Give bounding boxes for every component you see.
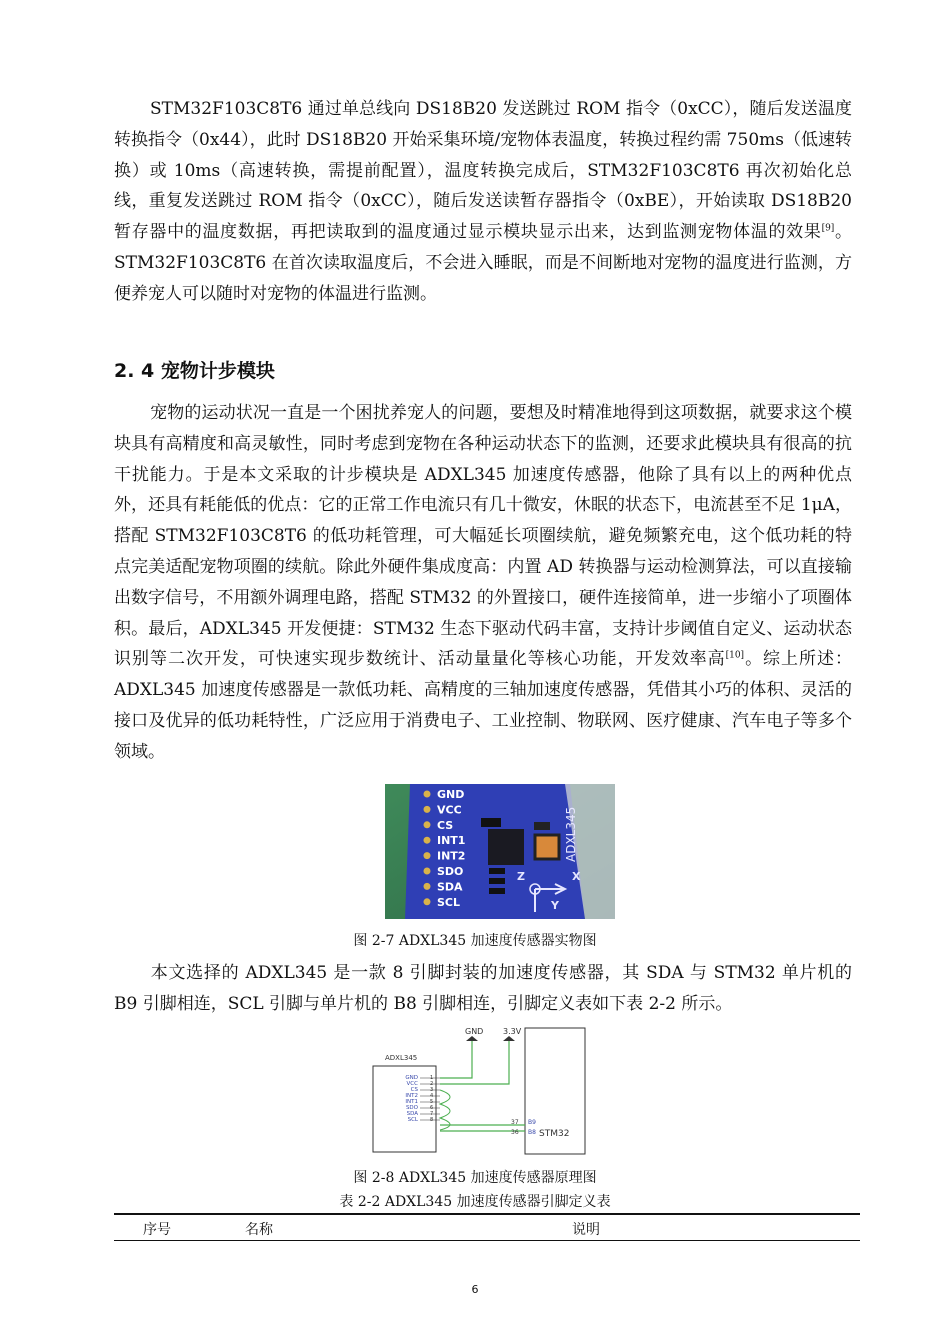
schematic-pin-label: CS [410,1087,418,1093]
adxl345-schematic [368,1024,590,1159]
board-pin-pad [424,852,431,859]
board-pin-pad [424,898,431,905]
board-pin-pad [424,837,431,844]
gnd-label: GND [465,1027,484,1036]
board-pin-pad [424,883,431,890]
schematic-pin-label: GND [405,1075,418,1081]
axis-label-y: Y [551,899,559,912]
schematic-pin-number: 5 [430,1099,434,1105]
board-pin-label: SDO [437,865,464,878]
accelerometer-chip [488,829,524,865]
table-header-description: 说明 [572,1222,600,1238]
section-heading: 2. 4 宠物计步模块 [114,360,275,382]
schematic-pin-number: 4 [430,1093,434,1099]
figure-2-8-caption: 图 2-8 ADXL345 加速度传感器原理图 [353,1170,597,1186]
schematic-pin-number: 7 [430,1111,434,1117]
board-pin-label: VCC [437,803,462,817]
board-pin-pad [424,821,431,828]
schematic-pin-label: INT2 [405,1093,418,1099]
board-pin-pad [424,791,431,798]
mcu-pin-number-36: 36 [511,1129,519,1136]
axis-label-x: X [572,870,581,883]
table-header-name: 名称 [245,1222,273,1238]
board-pin-label: CS [437,818,454,832]
paragraph-pin-connection: 本文选择的 ADXL345 是一款 8 引脚封装的加速度传感器，其 SDA 与 STM32 单片机的 B9 引脚相连，SCL 引脚与单片机的 B8 引脚相连，引脚定义表如下表 2-2 所示。 [114,963,852,1014]
board-pin-pad [424,868,431,875]
schematic-pin-label: SCL [407,1117,418,1123]
schematic-pin-label: INT1 [405,1099,418,1105]
mcu-pin-b8: B8 [528,1129,536,1136]
table-top-rule [114,1213,860,1215]
table-header-index: 序号 [143,1222,171,1238]
schematic-pin-number: 3 [430,1087,434,1093]
schematic-pin-number: 2 [430,1081,434,1087]
board-pin-label: GND [437,788,465,801]
board-pin-label: INT2 [437,849,466,863]
mcu-label: STM32 [539,1129,570,1139]
schematic-pin-label: SDA [406,1111,418,1117]
board-pin-label: SCL [437,895,461,909]
schematic-pin-label: VCC [406,1081,418,1087]
board-pin-label: SDA [437,880,463,894]
mcu-pin-number-37: 37 [511,1119,519,1126]
axis-label-z: Z [517,870,525,883]
citation-10: [10] [725,650,745,661]
page-number: 6 [471,1283,479,1296]
table-header-rule [114,1240,860,1241]
paragraph-ds18b20-process: STM32F103C8T6 通过单总线向 DS18B20 发送跳过 ROM 指令（0xCC），随后发送温度转换指令（0x44），此时 DS18B20 开始采集环境/宠物体表温度，转换过程约需 750ms（低速转换）或 10ms（高速转换，需提前配置），温度转换完成后，STM32F103C8T6 再次初始化总线，重复发送跳过 ROM 指令（0xCC），随后发送读暂存器指令（0xBE），开始读取 DS18B20 暂存器中的温度数据，再把读取到的温度通过显示模块显示出来，达到监测宠物体温的效果[9]。STM32F103C8T6 在首次读取温度后，不会进入睡眠，而是不间断地对宠物的温度进行监测，方便养宠人可以随时对宠物的体温进行监测。 [114,99,853,304]
figure-2-7-caption: 图 2-7 ADXL345 加速度传感器实物图 [353,933,597,949]
adxl345-board-photo [385,784,615,919]
schematic-pin-label: SDO [405,1105,418,1111]
vcc-label: 3.3V [503,1027,522,1036]
schematic-pin-number: 1 [430,1075,434,1081]
table-2-2-caption: 表 2-2 ADXL345 加速度传感器引脚定义表 [339,1194,611,1210]
paragraph-step-module: 宠物的运动状况一直是一个困扰养宠人的问题，要想及时精准地得到这项数据，就要求这个模块具有高精度和高灵敏性，同时考虑到宠物在各种运动状态下的监测，还要求此模块具有很高的抗干扰能力。于是本文采取的计步模块是 ADXL345 加速度传感器，他除了具有以上的两种优点外，还具有耗能低的优点：它的正常工作电流只有几十微安，休眠的状态下，电流甚至不足 1μA，搭配 STM32F103C8T6 的低功耗管理，可大幅延长项圈续航，避免频繁充电，这个低功耗的特点完美适配宠物项圈的续航。除此外硬件集成度高：内置 AD 转换器与运动检测算法，可以直接输出数字信号，不用额外调理电路，搭配 STM32 的外置接口，硬件连接简单，进一步缩小了项圈体积。最后，ADXL345 开发便捷：STM32 生态下驱动代码丰富，支持计步阈值自定义、运动状态识别等二次开发，可快速实现步数统计、活动量量化等核心功能，开发效率高[10]。综上所述：ADXL345 加速度传感器是一款低功耗、高精度的三轴加速度传感器，凭借其小巧的体积、灵活的接口及优异的低功耗特性，广泛应用于消费电子、工业控制、物联网、医疗健康、汽车电子等多个领域。 [114,403,853,762]
citation-9: [9] [821,223,835,234]
schematic-pin-number: 6 [430,1105,434,1111]
chip-label: ADXL345 [564,806,578,862]
schematic-pin-number: 8 [430,1117,434,1123]
module-label: ADXL345 [385,1054,418,1062]
mcu-pin-b9: B9 [528,1119,536,1126]
board-pin-label: INT1 [437,834,466,848]
board-pin-pad [424,806,431,813]
